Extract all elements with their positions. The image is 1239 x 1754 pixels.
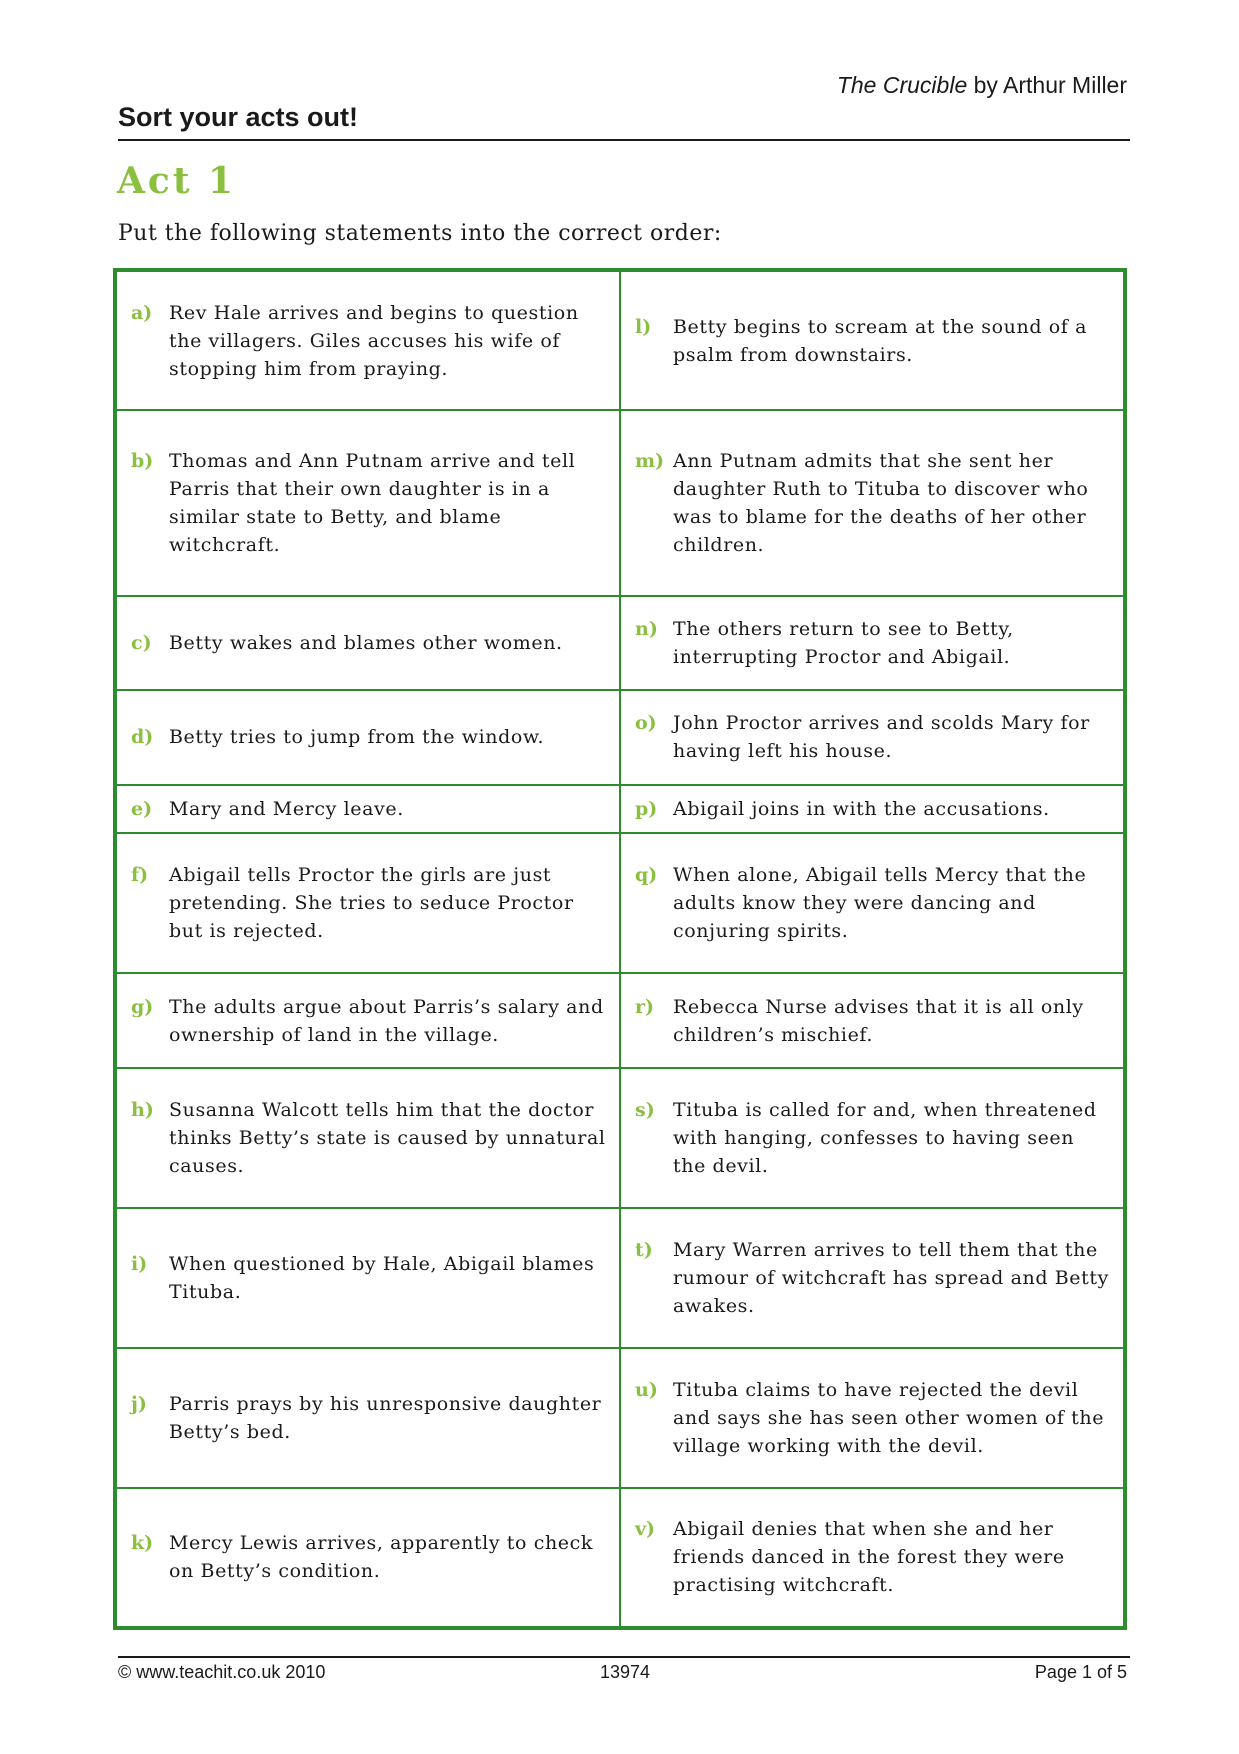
statement-cell	[117, 833, 620, 973]
statement	[117, 993, 619, 1049]
statement-text: Mercy Lewis arrives, apparently to check on Betty’s condition.	[169, 1532, 593, 1583]
statement	[621, 795, 1123, 823]
statement	[621, 1236, 1123, 1320]
statement-cell	[620, 973, 1123, 1067]
statement	[117, 861, 619, 945]
statement-label: p)	[635, 798, 658, 820]
statement-label: a)	[131, 301, 153, 324]
statement	[621, 709, 1123, 765]
statement	[621, 1376, 1123, 1460]
statement-row	[117, 1068, 1123, 1208]
statement-text: Rev Hale arrives and begins to question the villagers. Giles accuses his wife of stopping him from praying.	[169, 301, 579, 380]
statement-cell	[117, 785, 620, 834]
statement-text: Tituba is called for and, when threatened with hanging, confesses to having seen the devil.	[673, 1098, 1097, 1177]
statement	[621, 993, 1123, 1049]
statement	[621, 615, 1123, 671]
statement-text: When questioned by Hale, Abigail blames Tituba.	[169, 1252, 595, 1303]
statements-body	[117, 272, 1123, 1626]
statement-cell	[620, 410, 1123, 596]
statement	[117, 1250, 619, 1306]
statement	[621, 313, 1123, 369]
statement-text: Mary and Mercy leave.	[169, 798, 404, 820]
statements-grid	[117, 272, 1123, 1626]
statement-text: The others return to see to Betty, interrupting Proctor and Abigail.	[673, 618, 1014, 669]
statement-text: Betty wakes and blames other women.	[169, 632, 563, 655]
statement-cell	[620, 272, 1123, 410]
statement	[117, 1390, 619, 1446]
statement	[117, 1096, 619, 1180]
worksheet-title: Sort your acts out!	[118, 102, 359, 132]
statement-row	[117, 1488, 1123, 1626]
statement-cell	[117, 973, 620, 1067]
statement-label: e)	[131, 798, 153, 820]
instruction-text: Put the following statements into the correct order:	[118, 221, 722, 246]
statement-cell	[117, 1488, 620, 1626]
statement	[621, 1096, 1123, 1180]
header-divider	[118, 139, 1130, 141]
statements-table	[113, 268, 1127, 1630]
statement-text: Tituba claims to have rejected the devil and says she has seen other women of the village working with the devil.	[673, 1378, 1105, 1457]
statement-row	[117, 1208, 1123, 1348]
book-title: The Crucible	[836, 72, 968, 98]
footer-divider	[118, 1656, 1130, 1658]
statement-label: c)	[131, 632, 152, 655]
book-credit	[837, 72, 1127, 99]
statement-text: Betty tries to jump from the window.	[169, 726, 545, 749]
statement-text: Abigail tells Proctor the girls are just pretending. She tries to seduce Proctor but is rejected.	[169, 864, 574, 943]
statement-text: Susanna Walcott tells him that the doctor thinks Betty’s state is caused by unnatural causes.	[169, 1098, 606, 1177]
statement-cell	[117, 1348, 620, 1488]
statement-label: k)	[131, 1532, 154, 1555]
statement-cell	[117, 272, 620, 410]
statement	[117, 447, 619, 559]
statement-label: s)	[635, 1098, 655, 1121]
statement	[117, 1529, 619, 1585]
statement-text: Ann Putnam admits that she sent her daughter Ruth to Tituba to discover who was to blame for the deaths of her other children.	[673, 450, 1089, 557]
statement-text: Abigail denies that when she and her friends danced in the forest they were practising witchcraft.	[673, 1518, 1065, 1597]
statement-label: i)	[131, 1252, 148, 1275]
statement-cell	[620, 833, 1123, 973]
statement-row	[117, 272, 1123, 410]
statement-row	[117, 833, 1123, 973]
statement	[621, 447, 1123, 559]
statement-label: g)	[131, 995, 154, 1018]
statement	[621, 1515, 1123, 1599]
statement-label: m)	[635, 450, 665, 473]
statement-text: Thomas and Ann Putnam arrive and tell Parris that their own daughter is in a similar state to Betty, and blame witchcraft.	[169, 450, 576, 557]
section-heading: Act 1	[117, 160, 237, 202]
statement	[621, 861, 1123, 945]
statement-text: John Proctor arrives and scolds Mary for having left his house.	[673, 712, 1090, 763]
statement-cell	[620, 690, 1123, 784]
statement-row	[117, 410, 1123, 596]
statement-label: q)	[635, 864, 658, 887]
statement-cell	[620, 1488, 1123, 1626]
statement-text: Rebecca Nurse advises that it is all only children’s mischief.	[673, 995, 1084, 1046]
statement-label: u)	[635, 1378, 658, 1401]
statement-row	[117, 785, 1123, 834]
statement-text: Mary Warren arrives to tell them that the rumour of witchcraft has spread and Betty awakes.	[673, 1238, 1109, 1317]
statement-label: h)	[131, 1098, 154, 1121]
statement-label: r)	[635, 995, 654, 1018]
statement-row	[117, 973, 1123, 1067]
statement	[117, 299, 619, 383]
statement-row	[117, 690, 1123, 784]
statement-text: Betty begins to scream at the sound of a psalm from downstairs.	[673, 315, 1088, 366]
statement	[117, 795, 619, 823]
statement-label: o)	[635, 712, 657, 735]
footer-page-number: Page 1 of 5	[1034, 1662, 1127, 1682]
footer-resource-id: 13974	[600, 1662, 651, 1682]
statement-cell	[620, 785, 1123, 834]
statement-label: l)	[635, 315, 652, 338]
statement-text: When alone, Abigail tells Mercy that the adults know they were dancing and conjuring spirits.	[673, 864, 1087, 943]
statement-cell	[620, 596, 1123, 690]
statement-label: t)	[635, 1238, 653, 1261]
statement-label: j)	[131, 1392, 147, 1415]
statement-label: d)	[131, 726, 154, 749]
book-author: by Arthur Miller	[973, 72, 1127, 98]
footer-copyright: © www.teachit.co.uk 2010	[118, 1662, 326, 1682]
statement-text: The adults argue about Parris’s salary and ownership of land in the village.	[169, 995, 604, 1046]
statement-cell	[117, 1208, 620, 1348]
statement-label: b)	[131, 450, 154, 473]
statement-cell	[620, 1068, 1123, 1208]
statement-text: Abigail joins in with the accusations.	[673, 798, 1050, 820]
statement-label: n)	[635, 618, 658, 641]
statement-cell	[117, 690, 620, 784]
statement-row	[117, 596, 1123, 690]
statement-cell	[620, 1348, 1123, 1488]
statement-label: v)	[635, 1518, 656, 1541]
statement-label: f)	[131, 864, 149, 887]
statement-text: Parris prays by his unresponsive daughter Betty’s bed.	[169, 1392, 602, 1443]
statement	[117, 723, 619, 751]
statement-cell	[620, 1208, 1123, 1348]
statement-row	[117, 1348, 1123, 1488]
statement-cell	[117, 596, 620, 690]
statement	[117, 629, 619, 657]
statement-cell	[117, 1068, 620, 1208]
statement-cell	[117, 410, 620, 596]
